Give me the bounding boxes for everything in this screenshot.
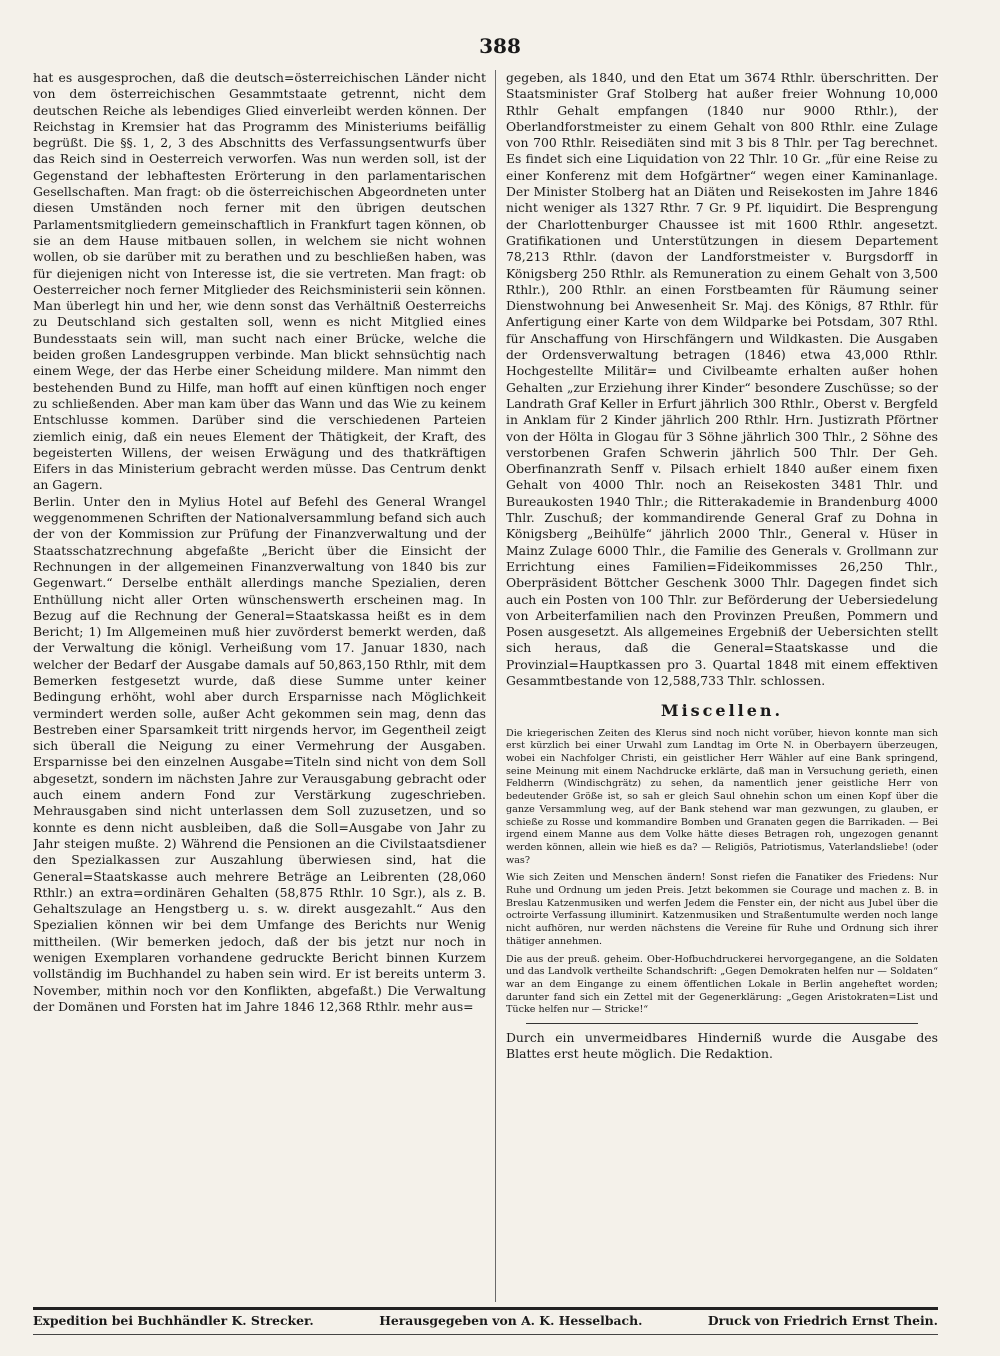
miscellen-item-clergy: Die kriegerischen Zeiten des Klerus sind noch nicht vorüber, hievon konnte man sich erst kürzlich bei einer Urwahl zum Landtag im Orte N. in Oberbayern überzeugen, wobei ein Nachfolger Christi, ein geistlicher Herr Wähler auf eine Bank springend, seine Meinung mit einem Nachdrucke erklärte, daß man in Versuchung gerieth, einen Feldherrn (Windischgrätz) zu sehen, da namentlich jener geistliche Herr von bedeutender Größe ist, so sah er gleich Saul ohnehin schon um einen Kopf über die ganze Versammlung weg, auf der Bank stehend war man gezwungen, zu glauben, er schieße zu Rosse und kommandire Bomben und Granaten gegen die Barrikaden. — Bei irgend einem Manne aus dem Volke hätte dieses Betragen roh, ungezogen genannt werden können, allein wie hieß es da? — Religiös, Patriotismus, Vaterlandsliebe! (oder was? xyxy=(506,727,938,866)
right-column xyxy=(506,70,938,1308)
miscellen-item-times: Wie sich Zeiten und Menschen ändern! Sonst riefen die Fanatiker des Friedens: Nur Ruhe und Ordnung um jeden Preis. Jetzt bekommen sie Courage und machen z. B. in Breslau Katzenmusiken und werfen Jedem die Fenster ein, der nicht aus Jubel über die octroirte Verfassung illuminirt. Katzenmusiken und Straßentumulte werden noch lange nicht aufhören, nur werden nächstens die Vereine für Ruhe und Ordnung sich ihrer thätiger annehmen. xyxy=(506,872,938,947)
footer-top-rule xyxy=(33,1307,938,1310)
left-paragraph-austria: hat es ausgesprochen, daß die deutsch=österreichischen Länder nicht von dem österreichischen Gesammtstaate getrennt, nicht dem deutschen Reiche als lebendiges Glied einverleibt werden können. Der Reichstag in Kremsier hat das Programm des Ministeriums beifällig begrüßt. Die §§. 1, 2, 3 des Abschnitts des Verfassungsentwurfs über das Reich sind in Oesterreich verworfen. Was nun werden soll, ist der Gegenstand der lebhaftesten Erörterung in den parlamentarischen Gesellschaften. Man fragt: ob die österreichischen Abgeordneten unter diesen Umständen noch ferner mit den übrigen deutschen Parlamentsmitgliedern gemeinschaftlich in Frankfurt tagen können, ob sie an dem Hause mitbauen sollen, in welchem sie nicht wohnen wollen, ob sie darüber mit zu berathen und zu beschließen haben, was für diejenigen nicht von Interesse ist, die sie vertreten. Man fragt: ob Oesterreicher noch ferner Mitglieder des Reichsministerii sein können. Man überlegt hin und her, wie denn sonst das Verhältniß Oesterreichs zu Deutschland sich gestalten soll, wenn es nicht Mitglied eines Bundesstaats sein will, man sucht nach einer Brücke, welche die beiden großen Landesgruppen verbinde. Man blickt sehnsüchtig nach einem Wege, der das Herbe einer Scheidung mildere. Man nimmt den bestehenden Bund zu Hilfe, man hofft auf einen künftigen noch enger zu schließenden. Aber man kam über das Wann und das Wie zu keinem Entschlusse kommen. Darüber sind die verschiedenen Parteien ziemlich einig, daß ein neues Element der Thätigkeit, der Kraft, des begeisterten Willens, der weisen Erwägung und des thatkräftigen Eifers in das Ministerium gebracht werden müsse. Das Centrum denkt an Gagern. xyxy=(33,70,486,493)
footer-expedition: Expedition bei Buchhändler K. Strecker. xyxy=(33,1313,314,1328)
page-number: 388 xyxy=(479,34,521,58)
miscellen-item-pamphlet: Die aus der preuß. geheim. Ober-Hofbuchdruckerei hervorgegangene, an die Soldaten und das Landvolk vertheilte Schandschrift: „Gegen Demokraten helfen nur — Soldaten“ war an dem Eingange zu einem öffentlichen Lokale in Berlin angeheftet worden; darunter fand sich ein Zettel mit der Gegenerklärung: „Gegen Aristokraten=List und Tücke helfen nur — Stricke!“ xyxy=(506,953,938,1016)
editorial-notice: Durch ein unvermeidbares Hinderniß wurde die Ausgabe des Blattes erst heute möglich. Die Redaktion. xyxy=(506,1030,938,1062)
footer-publisher: Herausgegeben von A. K. Hesselbach. xyxy=(379,1313,643,1328)
right-paragraph-finance: gegeben, als 1840, und den Etat um 3674 Rthlr. überschritten. Der Staatsminister Graf Stolberg hat außer freier Wohnung 10,000 Rthlr Gehalt empfangen (1840 nur 9000 Rthlr.), der Oberlandforstmeister zu einem Gehalt von 800 Rthlr. eine Zulage von 700 Rthlr. Reisediäten sind mit 3 bis 8 Thlr. per Tag berechnet. Es findet sich eine Liquidation von 22 Thlr. 10 Gr. „für eine Reise zu einer Konferenz mit dem Hofgärtner“ wegen einer Kaminanlage. Der Minister Stolberg hat an Diäten und Reisekosten im Jahre 1846 nicht weniger als 1327 Rthr. 7 Gr. 9 Pf. liquidirt. Die Besprengung der Charlottenburger Chaussee ist mit 1600 Rthlr. angesetzt. Gratifikationen und Unterstützungen in diesem Departement 78,213 Rthlr. (davon der Landforstmeister v. Burgsdorff in Königsberg 250 Rthlr. als Remuneration zu einem Gehalt von 3,500 Rthlr.), 200 Rthlr. an einen Forstbeamten für Räumung seiner Dienstwohnung bei Anwesenheit Sr. Maj. des Königs, 87 Rthlr. für Anfertigung einer Karte von dem Wildparke bei Potsdam, 307 Rthl. für Anschaffung von Hirschfängern und Wildkasten. Die Ausgaben der Ordensverwaltung betragen (1846) etwa 43,000 Rthlr. Hochgestellte Militär= und Civilbeamte erhalten außer hohen Gehalten „zur Erziehung ihrer Kinder“ besondere Zuschüsse; so der Landrath Graf Keller in Erfurt jährlich 300 Rthlr., Oberst v. Bergfeld in Anklam für 2 Kinder jährlich 200 Rthlr. Hrn. Justizrath Pförtner von der Hölta in Glogau für 3 Söhne jährlich 300 Thlr., 2 Söhne des verstorbenen Grafen Schwerin jährlich 500 Thlr. Der Geh. Oberfinanzrath Senff v. Pilsach erhielt 1840 außer einem fixen Gehalt von 4000 Thlr. noch an Reisekosten 3481 Thlr. und Bureaukosten 1940 Thlr.; die Ritterakademie in Brandenburg 4000 Thlr. Zuschuß; der kommandirende General Graf zu Dohna in Königsberg „Beihülfe“ jährlich 2000 Thlr., General v. Hüser in Mainz Zulage 6000 Thlr., die Familie des Generals v. Grollmann zur Errichtung eines Familien=Fideikommisses 26,250 Thlr., Oberpräsident Böttcher Geschenk 3000 Thlr. Dagegen findet sich auch ein Posten von 100 Thlr. zur Beförderung der Uebersiedelung von Arbeiterfamilien nach den Provinzen Preußen, Pommern und Posen ausgesetzt. Als allgemeines Ergebniß der Uebersichten stellt sich heraus, daß die General=Staatskasse und die Provinzial=Hauptkassen pro 3. Quartal 1848 mit einem effektiven Gesammtbestande von 12,588,733 Thlr. schlossen. xyxy=(506,70,938,688)
left-paragraph-berlin: Berlin. Unter den in Mylius Hotel auf Befehl des General Wrangel weggenommenen Schriften der Nationalversammlung befand sich auch der von der Kommission zur Prüfung der Finanzverwaltung und der Staatsschatzrechnung abgefaßte „Bericht über die Einsicht der Rechnungen in der allgemeinen Finanzverwaltung von 1840 bis zur Gegenwart.“ Derselbe enthält allerdings manche Spezialien, deren Enthüllung nicht aller Orten wünschenswerth erscheinen mag. In Bezug auf die Rechnung der General=Staatskassa heißt es in dem Bericht; 1) Im Allgemeinen muß hier zuvörderst bemerkt werden, daß der Verwaltung die königl. Verheißung vom 17. Januar 1830, nach welcher der Bedarf der Ausgabe damals auf 50,863,150 Rthlr, mit dem Bemerken festgesetzt wurde, daß diese Summe unter keiner Bedingung erhöht, wohl aber durch Ersparnisse nach Möglichkeit vermindert werden solle, außer Acht gekommen sein mag, denn das Bestreben einer Sparsamkeit tritt nirgends hervor, im Gegentheil zeigt sich überall die Neigung zu einer Vermehrung der Ausgaben. Ersparnisse bei den einzelnen Ausgabe=Titeln sind nicht von dem Soll abgesetzt, sondern im nächsten Jahre zur Verausgabung gebracht oder auch einem andern Fond zur Verstärkung zugeschrieben. Mehrausgaben sind nicht unterlassen dem Soll zuzusetzen, und so konnte es denn nicht ausbleiben, daß die Soll=Ausgabe von Jahr zu Jahr steigen mußte. 2) Während die Pensionen an die Civilstaatsdiener den Spezialkassen zur Auszahlung überwiesen sind, hat die General=Staatskasse auch mehrere Beträge an Leibrenten (28,060 Rthlr.) an extra=ordinären Gehalten (58,875 Rthlr. 10 Sgr.), als z. B. Gehaltszulage an Hengstberg u. s. w. direkt ausgezahlt.“ Aus den Spezialien können wir bei dem Umfange des Berichts nur Wenig mittheilen. (Wir bemerken jedoch, daß der bis jetzt nur noch in wenigen Exemplaren vorhandene gedruckte Bericht binnen Kurzem vollständig im Buchhandel zu haben sein wird. Er ist bereits unterm 3. November, mithin noch vor den Konflikten, abgefaßt.) Die Verwaltung der Domänen und Forsten hat im Jahre 1846 12,368 Rthlr. mehr aus= xyxy=(33,493,486,1014)
footer-bottom-rule xyxy=(33,1334,938,1335)
imprint-footer xyxy=(33,1313,938,1328)
miscellen-heading: Miscellen. xyxy=(660,701,784,721)
left-column xyxy=(33,70,486,1308)
notice-separator xyxy=(526,1023,918,1024)
column-divider xyxy=(495,70,496,1302)
footer-printer: Druck von Friedrich Ernst Thein. xyxy=(707,1313,938,1328)
